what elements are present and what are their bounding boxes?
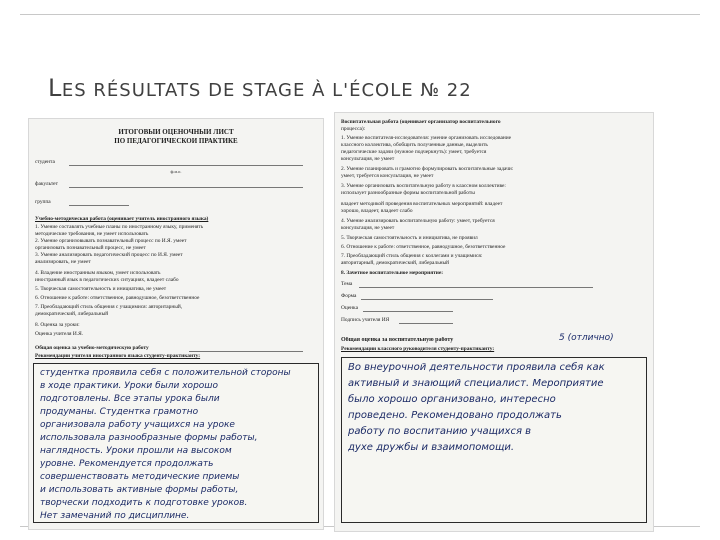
handwritten-recommendations — [33, 363, 319, 523]
criterion-line: 2. Умение планировать и грамотно формулировать воспитательные задачи: — [341, 166, 514, 172]
signature-line — [399, 323, 453, 324]
handwritten-line: Во внеурочной деятельности проявила себя как — [348, 362, 605, 373]
handwritten-line: совершенствовать методические приемы — [40, 472, 240, 482]
criterion-line: демократический, либеральный — [35, 311, 109, 317]
teacher-signature-label: Подпись учителя ИЯ — [341, 317, 390, 323]
criterion-line: 1. Умение воспитателя-исследователя: умение организовать исследование — [341, 135, 512, 141]
group-label: группа — [35, 199, 51, 205]
evaluation-sheet-right — [334, 112, 654, 532]
criterion-line: 7. Преобладающий стиль общения с учащимися: авторитарный, — [35, 304, 183, 310]
event-form-label: Форма — [341, 293, 357, 299]
criterion-line: 4. Владение иностранным языком, умеет использовать — [35, 270, 161, 276]
slide-title — [48, 74, 472, 102]
handwritten-line: было хорошо организовано, интересно — [348, 394, 556, 405]
criterion-line: Оценка учителя И.Я. — [35, 331, 84, 337]
criterion-line: 6. Отношение к работе: ответственное, равнодушное, безответственное — [35, 295, 200, 301]
handwritten-line: подготовлены. Все этапы урока были — [40, 394, 220, 404]
sheet-heading: ИТОГОВЫЙ ОЦЕНОЧНЫЙ ЛИСТ — [118, 129, 234, 136]
slide-title-rest: ES RÉSULTATS DE STAGE À L'ÉCOLE № 22 — [61, 80, 472, 101]
sheet-subheading: ПО ПЕДАГОГИЧЕСКОЙ ПРАКТИКЕ — [114, 138, 238, 145]
criterion-line: 8. Оценка за уроки: — [35, 322, 80, 328]
recommendations-label: Рекомендации классного руководителя студенту-практиканту: — [341, 346, 495, 352]
criterion-line: 7. Преобладающий стиль общения с коллегами и учащимися: — [341, 253, 483, 259]
handwritten-line: продуманы. Студентка грамотно — [40, 407, 199, 417]
section-heading: Воспитательная работа (оценивает организатор воспитательного — [341, 119, 501, 125]
handwritten-line: в ходе практики. Уроки были хорошо — [40, 381, 219, 391]
criterion-line: анализировать, не умеет — [35, 259, 91, 265]
handwritten-line: творчески подходить к подготовке уроков. — [40, 498, 248, 508]
handwritten-line: активный и знающий специалист. Мероприятие — [348, 378, 604, 389]
overall-grade-label: Общая оценка за воспитательную работу — [341, 337, 454, 343]
criterion-line: методические требования, не умеет использовать — [35, 231, 149, 237]
fio-caption: ф.и.о. — [170, 169, 182, 174]
criterion-line: 6. Отношение к работе: ответственное, равнодушное, безответственное — [341, 244, 506, 250]
evaluation-sheet-left — [28, 118, 324, 530]
handwritten-recommendations — [341, 357, 647, 523]
slide-title-initial: L — [48, 74, 62, 102]
criterion-line: организовать познавательный процесс, не умеет — [35, 245, 146, 251]
criterion-line: классного коллектива, обобщить полученные данные, выделить — [341, 142, 488, 148]
handwritten-line: и использовать активные формы работы, — [40, 485, 239, 495]
criterion-line: авторитарный, демократический, либеральный — [341, 260, 450, 266]
overall-grade-label: Общая оценка за учебно-методическую работу — [35, 345, 149, 351]
group-fill-line — [69, 205, 129, 206]
criterion-line: 5. Творческая самостоятельность и инициатива, не проявил — [341, 235, 478, 241]
handwritten-line: проведено. Рекомендовано продолжать — [348, 410, 562, 421]
event-topic-line — [359, 287, 593, 288]
handwritten-line: студентка проявила себя с положительной стороны — [40, 368, 291, 378]
handwritten-line: работу по воспитанию учащихся в — [348, 426, 532, 437]
recommendations-label: Рекомендации учителя иностранного языка студенту-практиканту: — [35, 353, 201, 359]
handwritten-line: духе дружбы и взаимопомощи. — [348, 442, 515, 453]
overall-grade-value: 5 (отлично) — [559, 333, 614, 343]
criterion-line: иностранный язык в педагогических ситуациях, владеет слабо — [35, 277, 179, 283]
event-grade-label: Оценка — [341, 305, 358, 311]
criterion-line: педагогические задачи (нужное подчеркнуть): умеет, требуется — [341, 149, 487, 155]
handwritten-line: Нет замечаний по дисциплине. — [40, 511, 190, 521]
handwritten-line: организовала работу учащихся на уроке — [40, 420, 235, 430]
handwritten-line: уровне. Рекомендуется продолжать — [40, 459, 214, 469]
criterion-line: 5. Творческая самостоятельность и инициатива, не умеет — [35, 286, 167, 292]
criterion-line: 4. Умение анализировать воспитательную работу: умеет, требуется — [341, 218, 495, 224]
criterion-line: консультация, не умеет — [341, 156, 395, 162]
overall-grade-line — [189, 351, 303, 352]
criterion-line: использует разнообразные формы воспитательной работы — [341, 190, 475, 196]
criterion-line: 3. Умение анализировать педагогический процесс по И.Я. умеет — [35, 252, 183, 258]
criterion-line: умеет, требуется консультация, не умеет — [341, 173, 434, 179]
handwritten-line: наглядность. Уроки прошли на высоком — [40, 446, 232, 456]
criterion-line: консультация, не умеет — [341, 225, 395, 231]
event-grade-line — [363, 311, 453, 312]
handwritten-line: использовала разнообразные формы работы, — [40, 433, 258, 443]
event-topic-label: Тема — [341, 281, 353, 287]
criterion-line: хорошо, владеет, владеет слабо — [341, 208, 413, 214]
criterion-line: владеет методикой проведения воспитательных мероприятий: владеет — [341, 201, 503, 207]
criterion-line: процесса): — [341, 126, 366, 132]
criterion-line: 2. Умение организовывать познавательный процесс по И.Я. умеет — [35, 238, 187, 244]
slide-top-line — [20, 14, 700, 15]
student-label: студента — [35, 159, 55, 165]
criterion-line: 1. Умение составлять учебные планы по иностранному языку, применять — [35, 224, 204, 230]
event-form-line — [361, 299, 493, 300]
student-fill-line — [69, 165, 303, 166]
faculty-fill-line — [69, 187, 303, 188]
event-heading: 8. Зачетное воспитательное мероприятие: — [341, 270, 444, 276]
faculty-label: факультет — [35, 181, 58, 187]
section-heading: Учебно-методическая работа (оценивает учитель иностранного языка) — [35, 216, 209, 222]
criterion-line: 3. Умение организовать воспитательную работу в классном коллективе: — [341, 183, 506, 189]
